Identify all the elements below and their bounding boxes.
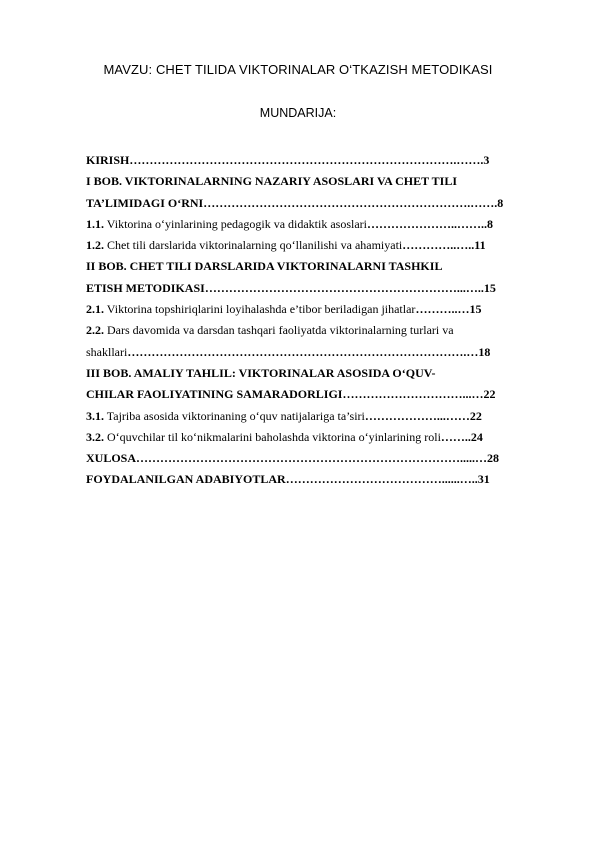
toc-leader: …………………………...… — [342, 387, 484, 402]
toc-entry — [86, 363, 548, 384]
toc-entry — [86, 427, 548, 448]
toc-entry — [86, 171, 548, 192]
document-title: MAVZU: CHET TILIDA VIKTORINALAR O‘TKAZISH METODIKASI — [103, 62, 493, 77]
toc-entry — [86, 150, 548, 171]
toc-page: 18 — [478, 344, 491, 359]
toc-entry — [86, 193, 548, 214]
toc-entry — [86, 235, 548, 256]
toc-text: O‘quvchilar til ko‘nikmalarini baholashda viktorina o‘yinlarining roli — [104, 429, 441, 444]
toc-text: TA’LIMIDAGI O‘RNI — [86, 195, 204, 210]
toc-text: CHILAR FAOLIYATINING SAMARADORLIGI — [86, 387, 343, 402]
toc-page: 3 — [483, 153, 490, 167]
toc-entry — [86, 214, 548, 235]
toc-page: 22 — [483, 387, 496, 402]
toc-text: Chet tili darslarida viktorinalarning qo‘llanilishi va ahamiyati — [104, 238, 403, 253]
toc-heading: MUNDARIJA: — [259, 106, 337, 120]
toc-number: 3.2. — [86, 429, 104, 444]
toc-entry — [86, 278, 548, 299]
toc-page: 31 — [477, 472, 490, 487]
toc-page: 22 — [469, 408, 482, 423]
toc-text: FOYDALANILGAN ADABIYOTLAR — [86, 472, 286, 487]
toc-page: 8 — [487, 216, 494, 231]
toc-entry — [86, 320, 548, 341]
toc-leader: …………..….. — [402, 238, 475, 253]
toc-entry — [86, 384, 548, 405]
toc-leader: ………..… — [415, 302, 470, 317]
toc-page: 11 — [474, 238, 486, 253]
toc-text: ETISH METODIKASI — [86, 280, 205, 295]
toc-page: 24 — [470, 429, 483, 444]
toc-number: 1.2. — [86, 238, 104, 253]
toc-text: XULOSA — [86, 451, 137, 466]
toc-leader: ……………………………………………………………………….....… — [136, 451, 488, 466]
toc-leader: ………………………………………………………...….. — [204, 280, 484, 295]
toc-entry — [86, 256, 548, 277]
toc-entry — [86, 342, 548, 363]
toc-text: Tajriba asosida viktorinaning o‘quv natijalariga ta’siri — [104, 408, 365, 423]
toc-text: Viktorina o‘yinlarining pedagogik va didaktik asoslari — [104, 216, 368, 231]
toc-text: III BOB. AMALIY TAHLIL: VIKTORINALAR ASOSIDA O‘QUV- — [86, 365, 436, 380]
toc-page: 28 — [487, 451, 500, 466]
toc-page: 15 — [483, 280, 496, 295]
toc-leader: …….. — [440, 429, 471, 444]
toc-page: 15 — [469, 302, 482, 317]
toc-text: I BOB. VIKTORINALARNING NAZARIY ASOSLARI VA CHET TILI — [86, 174, 458, 189]
toc-entry — [86, 448, 548, 469]
toc-leader: …………………..…….. — [367, 216, 488, 231]
toc-text: shakllari — [86, 344, 128, 359]
toc-number: 2.2. — [86, 323, 104, 338]
toc-leader: ………………………………………………………………………….… — [127, 344, 479, 359]
toc-entry — [86, 469, 548, 490]
toc-leader: ………………...…… — [364, 408, 470, 423]
table-of-contents — [86, 150, 548, 491]
toc-text: II BOB. CHET TILI DARSLARIDA VIKTORINALARNI TASHKIL — [86, 259, 443, 274]
toc-leader: …………………………………......….. — [285, 472, 478, 487]
toc-leader: ………………………………………………………….……. — [203, 195, 498, 210]
toc-text: Dars davomida va darsdan tashqari faoliyatda viktorinalarning turlari va — [104, 323, 454, 338]
toc-number: 2.1. — [86, 302, 104, 317]
toc-entry — [86, 406, 548, 427]
toc-text: KIRISH — [86, 153, 130, 167]
toc-number: 1.1. — [86, 216, 104, 231]
toc-number: 3.1. — [86, 408, 104, 423]
toc-page: 8 — [497, 195, 504, 210]
toc-leader: ……………………………………………………………………….……. — [129, 153, 484, 167]
toc-text: Viktorina topshiriqlarini loyihalashda e’tibor beriladigan jihatlar — [104, 302, 416, 317]
toc-entry — [86, 299, 548, 320]
